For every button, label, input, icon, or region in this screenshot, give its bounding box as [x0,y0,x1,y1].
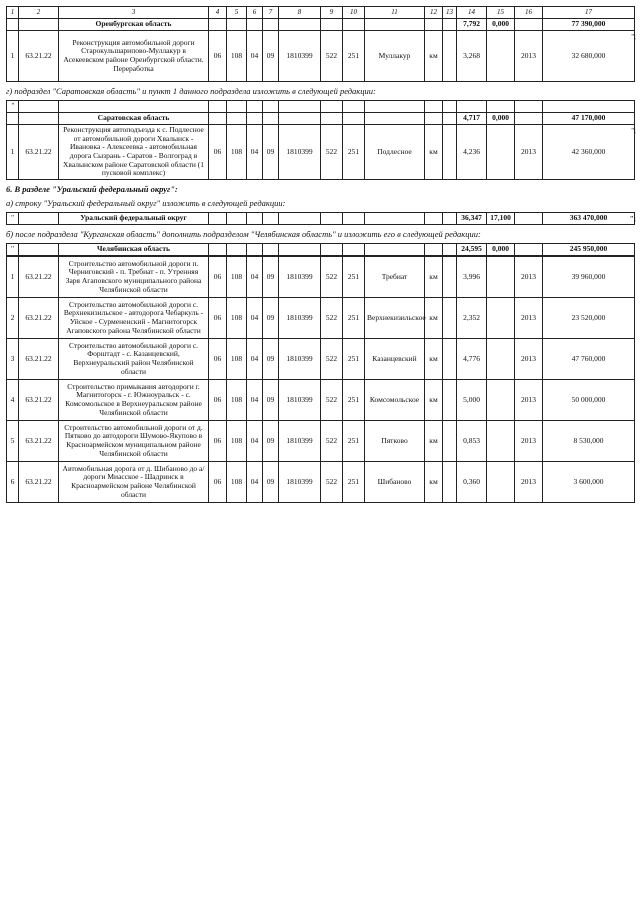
row-place: Пятково [365,421,425,462]
row-c4: 06 [209,462,227,503]
row-c17: 23 520,000 [543,298,635,339]
region-total-15: 0,000 [487,113,515,125]
row-year: 2013 [515,298,543,339]
col-header: 15 [487,7,515,19]
table-row [7,421,635,462]
row-project-name: Строительство автомобильной дороги с. Верхнекизильское - автодорога Чебаркуль - Уйское - Сурмененский - Магнитогорск Агаповского района Челябинской области [59,298,209,339]
ural-table [6,212,635,225]
row-c4: 06 [209,339,227,380]
row-c5: 108 [227,125,247,180]
table-row [7,125,635,180]
row-c8: 1810399 [279,339,321,380]
row-year: 2013 [515,462,543,503]
row-number: 4 [7,380,19,421]
row-number: 2 [7,298,19,339]
row-quote: "; [631,33,636,41]
row-quote: "; [631,127,636,135]
row-c14: 5,000 [457,380,487,421]
col-header: 1 [7,7,19,19]
row-year: 2013 [515,339,543,380]
row-c17: 3 600,000 [543,462,635,503]
row-code: 63.21.22 [19,462,59,503]
row-code: 63.21.22 [19,298,59,339]
row-c6: 04 [247,380,263,421]
row-place: Казанцевский [365,339,425,380]
table-row [7,298,635,339]
row-c10: 251 [343,31,365,82]
region-total-14: 24,595 [457,244,487,256]
row-c7: 09 [263,257,279,298]
col-header: 5 [227,7,247,19]
row-number: 1 [7,125,19,180]
row-c17: 47 760,000 [543,339,635,380]
row-c5: 108 [227,298,247,339]
row-c7: 09 [263,339,279,380]
row-year: 2013 [515,125,543,180]
row-c17: 8 530,000 [543,421,635,462]
row-c8: 1810399 [279,125,321,180]
row-c6: 04 [247,339,263,380]
row-c10: 251 [343,462,365,503]
row-code: 63.21.22 [19,257,59,298]
row-c4: 06 [209,421,227,462]
saratov-table: " Саратовская область 4,717 0,000 47 170,000 1 63.21.22 Реконструкция автоподъезда к с. Подлесное от автомобильной дороги Хвалынск - Ивановка - Алексеевка - автомобильная дорога Сызрань - Саратов - Волгоград в Хвалынском районе Саратовской области (1 пусковой комплекс) 06 108 04 09 1810399 522 251 Подлесное км 4,236 2013 42 360,000 "; [6,100,635,180]
chelyabinsk-table [6,243,635,256]
row-c14: 3,996 [457,257,487,298]
row-c6: 04 [247,421,263,462]
row-c7: 09 [263,125,279,180]
row-project-name: Строительство автомобильной дороги с. Форштадт - с. Казанцевский, Верхнеуральский район Челябинской области [59,339,209,380]
row-c8: 1810399 [279,462,321,503]
row-code: 63.21.22 [19,380,59,421]
row-c5: 108 [227,462,247,503]
column-number-row [7,7,635,19]
row-c10: 251 [343,339,365,380]
row-code: 63.21.22 [19,125,59,180]
table-row [7,31,635,82]
row-place: Подлесное [365,125,425,180]
col-header: 17 [543,7,635,19]
col-header: 9 [321,7,343,19]
col-header: 10 [343,7,365,19]
row-number: 3 [7,339,19,380]
note-6: 6. В разделе "Уральский федеральный округ": [6,184,178,194]
document-page [6,6,634,503]
row-c4: 06 [209,298,227,339]
row-project-name: Строительство автомобильной дороги п. Черниговский - п. Требиат - п. Утренняя Заря Агаповского муниципального района Челябинской области [59,257,209,298]
col-header: 6 [247,7,263,19]
row-place: Муллакур [365,31,425,82]
region-total-17: 245 950,000 [543,244,635,256]
row-unit: км [425,257,443,298]
row-c6: 04 [247,125,263,180]
row-place: Шибаново [365,462,425,503]
row-c6: 04 [247,298,263,339]
region-row: " Уральский федеральный округ 36,347 17,100 363 470,000 "; [7,213,635,225]
row-unit: км [425,380,443,421]
row-unit: км [425,339,443,380]
region-total-17: 77 390,000 [543,19,635,31]
orenburg-table [6,6,635,82]
region-name: Саратовская область [59,113,209,125]
col-header: 14 [457,7,487,19]
row-c7: 09 [263,462,279,503]
col-header: 16 [515,7,543,19]
row-year: 2013 [515,421,543,462]
region-name: Челябинская область [59,244,209,256]
col-header: 7 [263,7,279,19]
table-row [7,257,635,298]
region-total-17: 363 470,000 [569,213,608,223]
row-unit: км [425,298,443,339]
row-c9: 522 [321,380,343,421]
row-c17: 50 000,000 [543,380,635,421]
row-year: 2013 [515,31,543,82]
row-c5: 108 [227,339,247,380]
row-place: Верхнекизильское [365,298,425,339]
row-place: Требиат [365,257,425,298]
note-g: г) подраздел "Саратовская область" и пункт 1 данного подраздела изложить в следующей редакции: [6,86,376,96]
row-c7: 09 [263,298,279,339]
row-place: Комсомольское [365,380,425,421]
row-c7: 09 [263,31,279,82]
row-c9: 522 [321,257,343,298]
row-c4: 06 [209,257,227,298]
row-project-name: Реконструкция автоподъезда к с. Подлесное от автомобильной дороги Хвалынск - Ивановка - Алексеевка - автомобильная дорога Сызрань - Саратов - Волгоград в Хвалынском районе Саратовской области (1 пусковой комплекс) [59,125,209,180]
row-c8: 1810399 [279,31,321,82]
row-c8: 1810399 [279,257,321,298]
row-c9: 522 [321,125,343,180]
row-project-name: Строительство примыкания автодороги г. Магнитогорск - г. Южноуральск - с. Комсомольское в Верхнеуральском районе Челябинской области [59,380,209,421]
row-c5: 108 [227,421,247,462]
row-c9: 522 [321,31,343,82]
row-c4: 06 [209,31,227,82]
region-row [7,19,635,31]
row-c9: 522 [321,339,343,380]
note-a: а) строку "Уральский федеральный округ" изложить в следующей редакции: [6,198,286,208]
row-c5: 108 [227,380,247,421]
row-c8: 1810399 [279,421,321,462]
region-row [7,113,635,125]
row-unit: км [425,462,443,503]
row-c17: 39 960,000 [543,257,635,298]
chelyabinsk-rows [6,256,635,503]
col-header: 12 [425,7,443,19]
row-unit: км [425,421,443,462]
table-row [7,339,635,380]
region-total-15: 17,100 [487,213,515,225]
row-unit: км [425,31,443,82]
row-year: 2013 [515,257,543,298]
region-name: Уральский федеральный округ [59,213,209,225]
row-number: 5 [7,421,19,462]
col-header: 8 [279,7,321,19]
row-unit: км [425,125,443,180]
row-project-name: Автомобильная дорога от д. Шибаново до а/дороги Миасское - Шадринск в Красноармейском районе Челябинской области [59,462,209,503]
row-c14: 2,352 [457,298,487,339]
row-c10: 251 [343,125,365,180]
col-header: 11 [365,7,425,19]
col-header: 2 [19,7,59,19]
row-c10: 251 [343,380,365,421]
row-c9: 522 [321,421,343,462]
row-c14: 3,268 [457,31,487,82]
row-c9: 522 [321,298,343,339]
note-b: б) после подраздела "Курганская область" дополнить подразделом "Челябинская область" и изложить его в следующей редакции: [6,229,481,239]
row-project-name: Строительство автомобильной дороги от д. Пятково до автодороги Шумово-Якупово в Красноармейском муниципальном районе Челябинской области [59,421,209,462]
row-c14: 0,853 [457,421,487,462]
row-c6: 04 [247,31,263,82]
row-c17: 42 360,000 [571,146,606,156]
row-c4: 06 [209,380,227,421]
region-row: " Челябинская область 24,595 0,000 245 950,000 [7,244,635,256]
row-c14: 4,236 [457,125,487,180]
row-c14: 0,360 [457,462,487,503]
region-total-17: 47 170,000 [543,113,635,125]
col-header: 13 [443,7,457,19]
row-c10: 251 [343,298,365,339]
row-c17: 32 680,000 [571,50,606,60]
region-name: Оренбургская область [59,19,209,31]
col-header: 3 [59,7,209,19]
row-c5: 108 [227,31,247,82]
row-c8: 1810399 [279,380,321,421]
row-c7: 09 [263,380,279,421]
row-number: 6 [7,462,19,503]
region-total-14: 4,717 [457,113,487,125]
row-c9: 522 [321,462,343,503]
row-c10: 251 [343,257,365,298]
region-total-15: 0,000 [487,19,515,31]
region-total-15: 0,000 [487,244,515,256]
row-number: 1 [7,31,19,82]
table-row [7,462,635,503]
row-number: 1 [7,257,19,298]
row-c6: 04 [247,257,263,298]
region-total-14: 36,347 [457,213,487,225]
col-header: 4 [209,7,227,19]
row-c14: 4,776 [457,339,487,380]
region-total-14: 7,792 [457,19,487,31]
row-c4: 06 [209,125,227,180]
row-c10: 251 [343,421,365,462]
row-year: 2013 [515,380,543,421]
table-row [7,380,635,421]
row-c5: 108 [227,257,247,298]
row-project-name: Реконструкция автомобильной дороги Старокульшарипово-Муллакур в Асекеевском районе Оренбургской области. Переработка [59,31,209,82]
row-c7: 09 [263,421,279,462]
row-c6: 04 [247,462,263,503]
row-code: 63.21.22 [19,31,59,82]
row-c8: 1810399 [279,298,321,339]
row-code: 63.21.22 [19,339,59,380]
row-code: 63.21.22 [19,421,59,462]
row-quote: "; [629,215,636,223]
